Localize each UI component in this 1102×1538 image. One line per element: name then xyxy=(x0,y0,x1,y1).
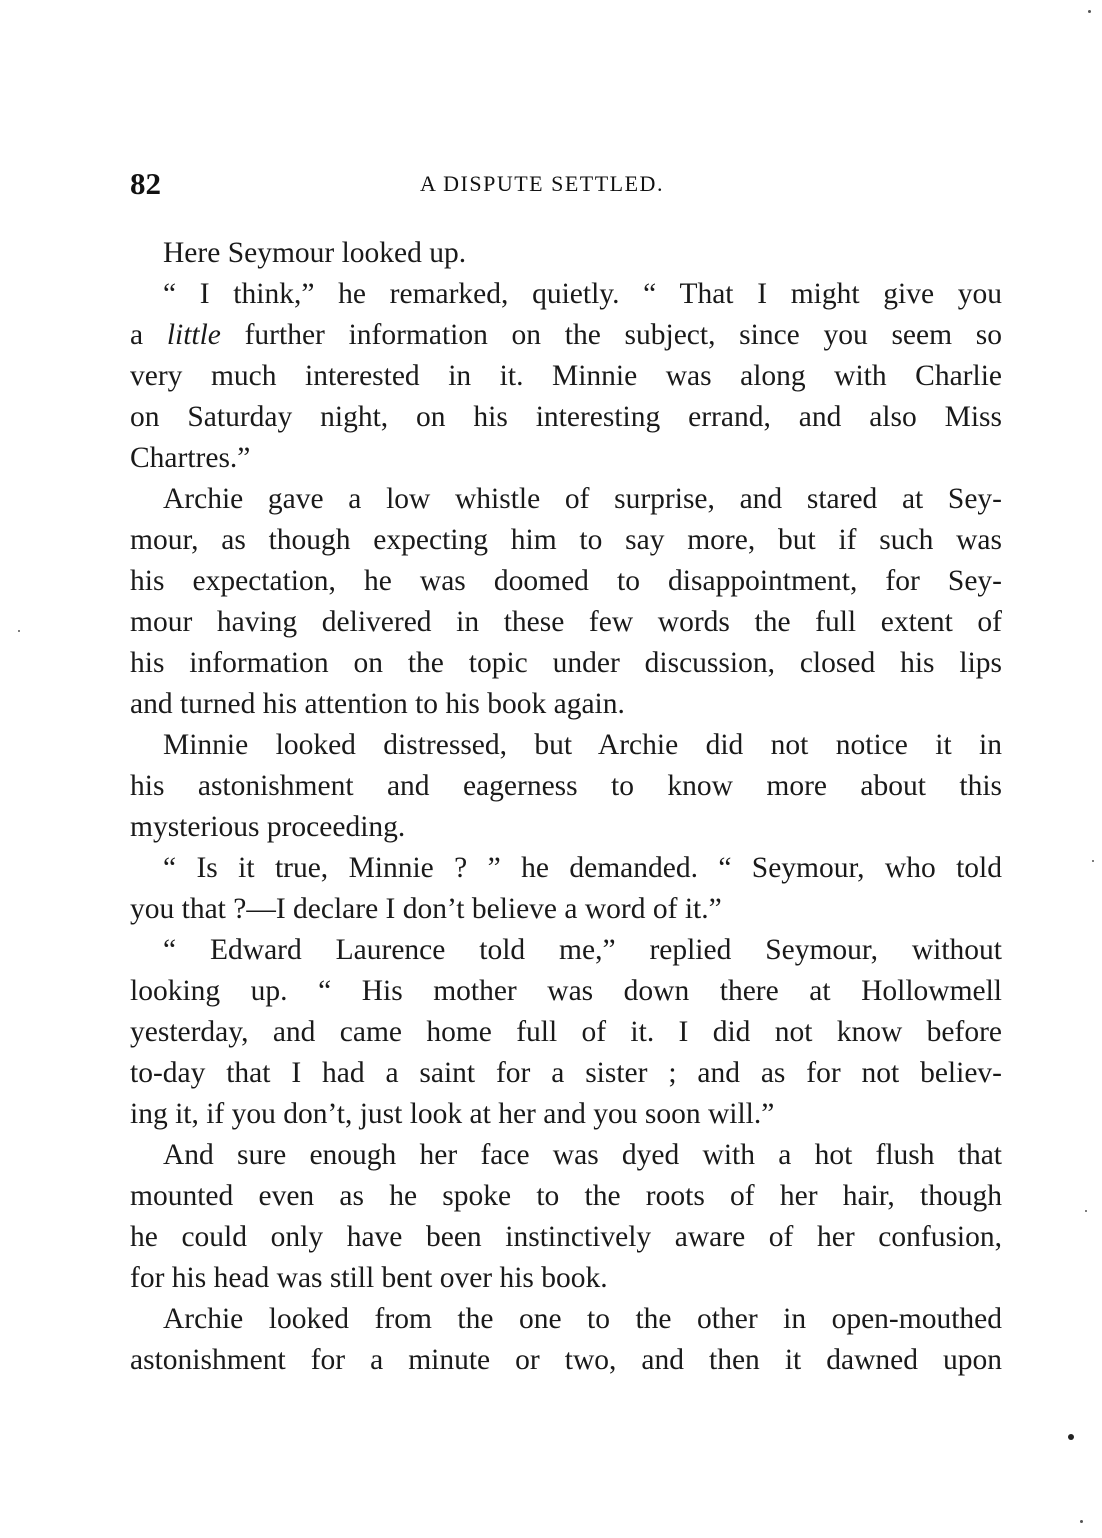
text-line: Archie gave a low whistle of surprise, and stared at Sey- xyxy=(163,483,1002,515)
body-text xyxy=(130,233,1002,1381)
text-line: Chartres.” xyxy=(130,442,251,474)
running-title: A DISPUTE SETTLED. xyxy=(420,171,664,196)
text-line: “ Is it true, Minnie ? ” he demanded. “ Seymour, who told xyxy=(163,852,1002,884)
text-line: you that ?—I declare I don’t believe a word of it.” xyxy=(130,893,722,925)
scan-speck xyxy=(18,630,20,632)
text-line: Archie looked from the one to the other in open-mouthed xyxy=(163,1303,1002,1335)
text-line: and turned his attention to his book again. xyxy=(130,688,625,720)
scan-speck xyxy=(1092,860,1094,862)
text-line: very much interested in it. Minnie was along with Charlie xyxy=(130,360,1002,392)
text-line: “ Edward Laurence told me,” replied Seymour, without xyxy=(163,934,1002,966)
text-line: Here Seymour looked up. xyxy=(163,237,467,269)
text-line: mounted even as he spoke to the roots of her hair, though xyxy=(130,1180,1002,1212)
text-line: his information on the topic under discussion, closed his lips xyxy=(130,647,1002,679)
text-line: for his head was still bent over his book. xyxy=(130,1262,608,1294)
text-line: he could only have been instinctively aware of her confusion, xyxy=(130,1221,1002,1253)
text-line: looking up. “ His mother was down there at Hollowmell xyxy=(130,975,1002,1007)
text-line: mour having delivered in these few words the full extent of xyxy=(130,606,1002,638)
page-number: 82 xyxy=(130,166,161,201)
text-line: And sure enough her face was dyed with a hot flush that xyxy=(163,1139,1002,1171)
text-line: on Saturday night, on his interesting errand, and also Miss xyxy=(130,401,1002,433)
text-line: mour, as though expecting him to say more, but if such was xyxy=(130,524,1002,556)
text-line xyxy=(130,315,1002,356)
text-line: astonishment for a minute or two, and then it dawned upon xyxy=(130,1344,1002,1376)
scan-speck xyxy=(1068,1434,1074,1440)
scan-speck xyxy=(1088,10,1091,13)
text-line: to-day that I had a saint for a sister ; and as for not believ- xyxy=(130,1057,1002,1089)
text-line: Minnie looked distressed, but Archie did not notice it in xyxy=(163,729,1002,761)
text-line-post: further information on the subject, since you seem so xyxy=(220,319,1003,351)
text-line-pre: a xyxy=(130,319,167,351)
text-line: “ I think,” he remarked, quietly. “ That I might give you xyxy=(163,278,1002,310)
text-line: his expectation, he was doomed to disappointment, for Sey- xyxy=(130,565,1002,597)
scan-speck xyxy=(1085,1210,1087,1212)
text-line: his astonishment and eagerness to know more about this xyxy=(130,770,1002,802)
text-line: mysterious proceeding. xyxy=(130,811,406,843)
text-line: yesterday, and came home full of it. I did not know before xyxy=(130,1016,1002,1048)
text-line: ing it, if you don’t, just look at her and you soon will.” xyxy=(130,1098,775,1130)
italic-word: little xyxy=(166,319,221,351)
scan-speck xyxy=(1080,1520,1083,1523)
